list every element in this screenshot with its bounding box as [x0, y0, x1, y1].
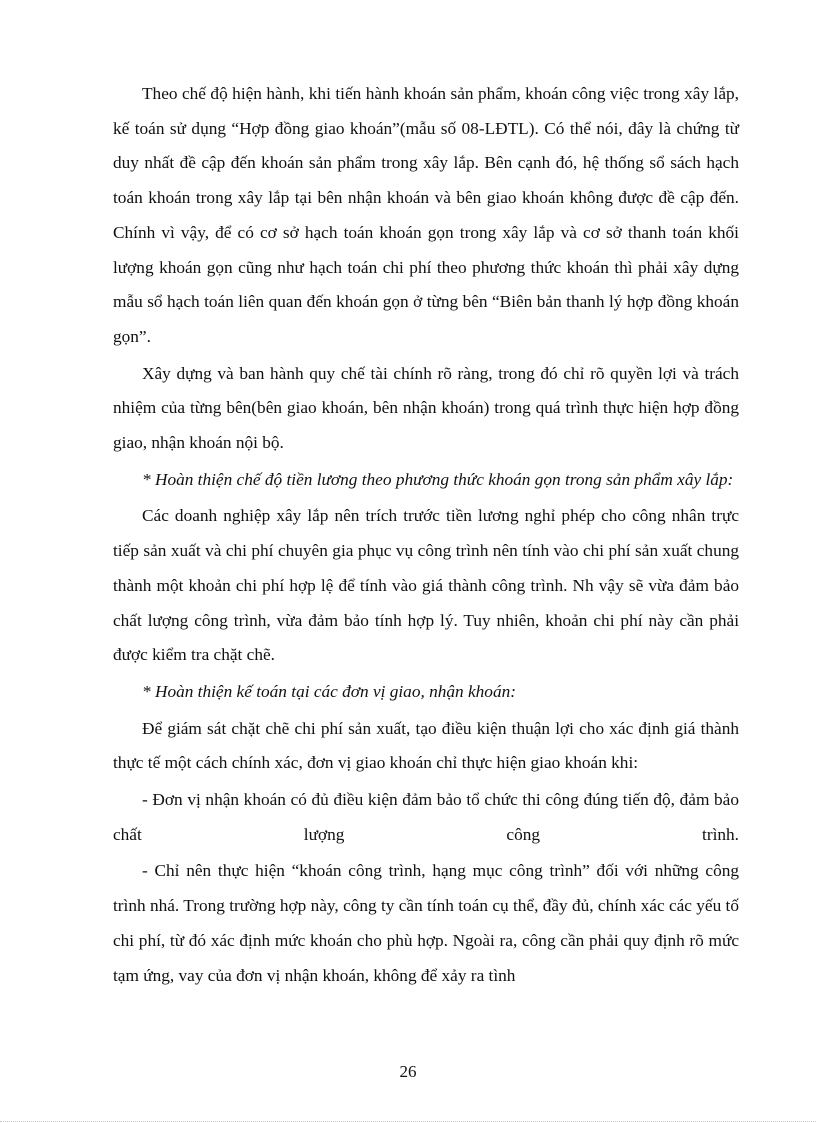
paragraph-contract-documents: Theo chế độ hiện hành, khi tiến hành khoán sản phẩm, khoán công việc trong xây lắp, kế toán sử dụng “Hợp đồng giao khoán”(mẫu số 08-LĐTL). Có thể nói, đây là chứng từ duy nhất đề cập đến khoán sản phẩm trong xây lắp. Bên cạnh đó, hệ thống sổ sách hạch toán khoán trong xây lắp tại bên nhận khoán và bên giao khoán không được đề cập đến. Chính vì vậy, để có cơ sở hạch toán khoán gọn trong xây lắp và cơ sở thanh toán khối lượng khoán gọn cũng như hạch toán chi phí theo phương thức khoán thì phải xây dựng mẫu sổ hạch toán liên quan đến khoán gọn ở từng bên “Biên bản thanh lý hợp đồng khoán gọn”. — [113, 84, 739, 346]
paragraph-financial-regulation: Xây dựng và ban hành quy chế tài chính rõ ràng, trong đó chỉ rõ quyền lợi và trách nhiệm của từng bên(bên giao khoán, bên nhận khoán) trong quá trình thực hiện hợp đồng giao, nhận khoán nội bộ. — [113, 363, 739, 453]
bottom-divider — [0, 1121, 816, 1122]
heading-accounting-improvement: * Hoàn thiện kế toán tại các đơn vị giao, nhận khoán: — [142, 681, 516, 701]
paragraph-salary-accrual: Các doanh nghiệp xây lắp nên trích trước tiền lương nghỉ phép cho công nhân trực tiếp sản xuất và chi phí chuyên gia phục vụ công trình nên tính vào chi phí sản xuất chung thành một khoản chi phí hợp lệ để tính vào giá thành công trình. Nh vậy sẽ vừa đảm bảo chất lượng công trình, vừa đảm bảo tính hợp lý. Tuy nhiên, khoản chi phí này cần phải được kiểm tra chặt chẽ. — [113, 506, 739, 665]
list-item-contractor-conditions: - Đơn vị nhận khoán có đủ điều kiện đảm bảo tổ chức thi công đúng tiến độ, đảm bảo chất lượng công trình. — [113, 790, 739, 844]
heading-salary-improvement: * Hoàn thiện chế độ tiền lương theo phương thức khoán gọn trong sản phẩm xây lắp: — [142, 469, 734, 489]
page-number: 26 — [399, 1062, 417, 1081]
paragraph-cost-supervision: Để giám sát chặt chẽ chi phí sản xuất, tạo điều kiện thuận lợi cho xác định giá thành thực tế một cách chính xác, đơn vị giao khoán chỉ thực hiện giao khoán khi: — [113, 718, 739, 773]
list-item-small-projects: - Chỉ nên thực hiện “khoán công trình, hạng mục công trình” đối với những công trình nhá. Trong trường hợp này, công ty cần tính toán cụ thể, đầy đủ, chính xác các yếu tố chi phí, từ đó xác định mức khoán cho phù hợp. Ngoài ra, công cần phải quy định rõ mức tạm ứng, vay của đơn vị nhận khoán, không để xảy ra tình — [113, 861, 739, 985]
body-text — [113, 77, 739, 995]
